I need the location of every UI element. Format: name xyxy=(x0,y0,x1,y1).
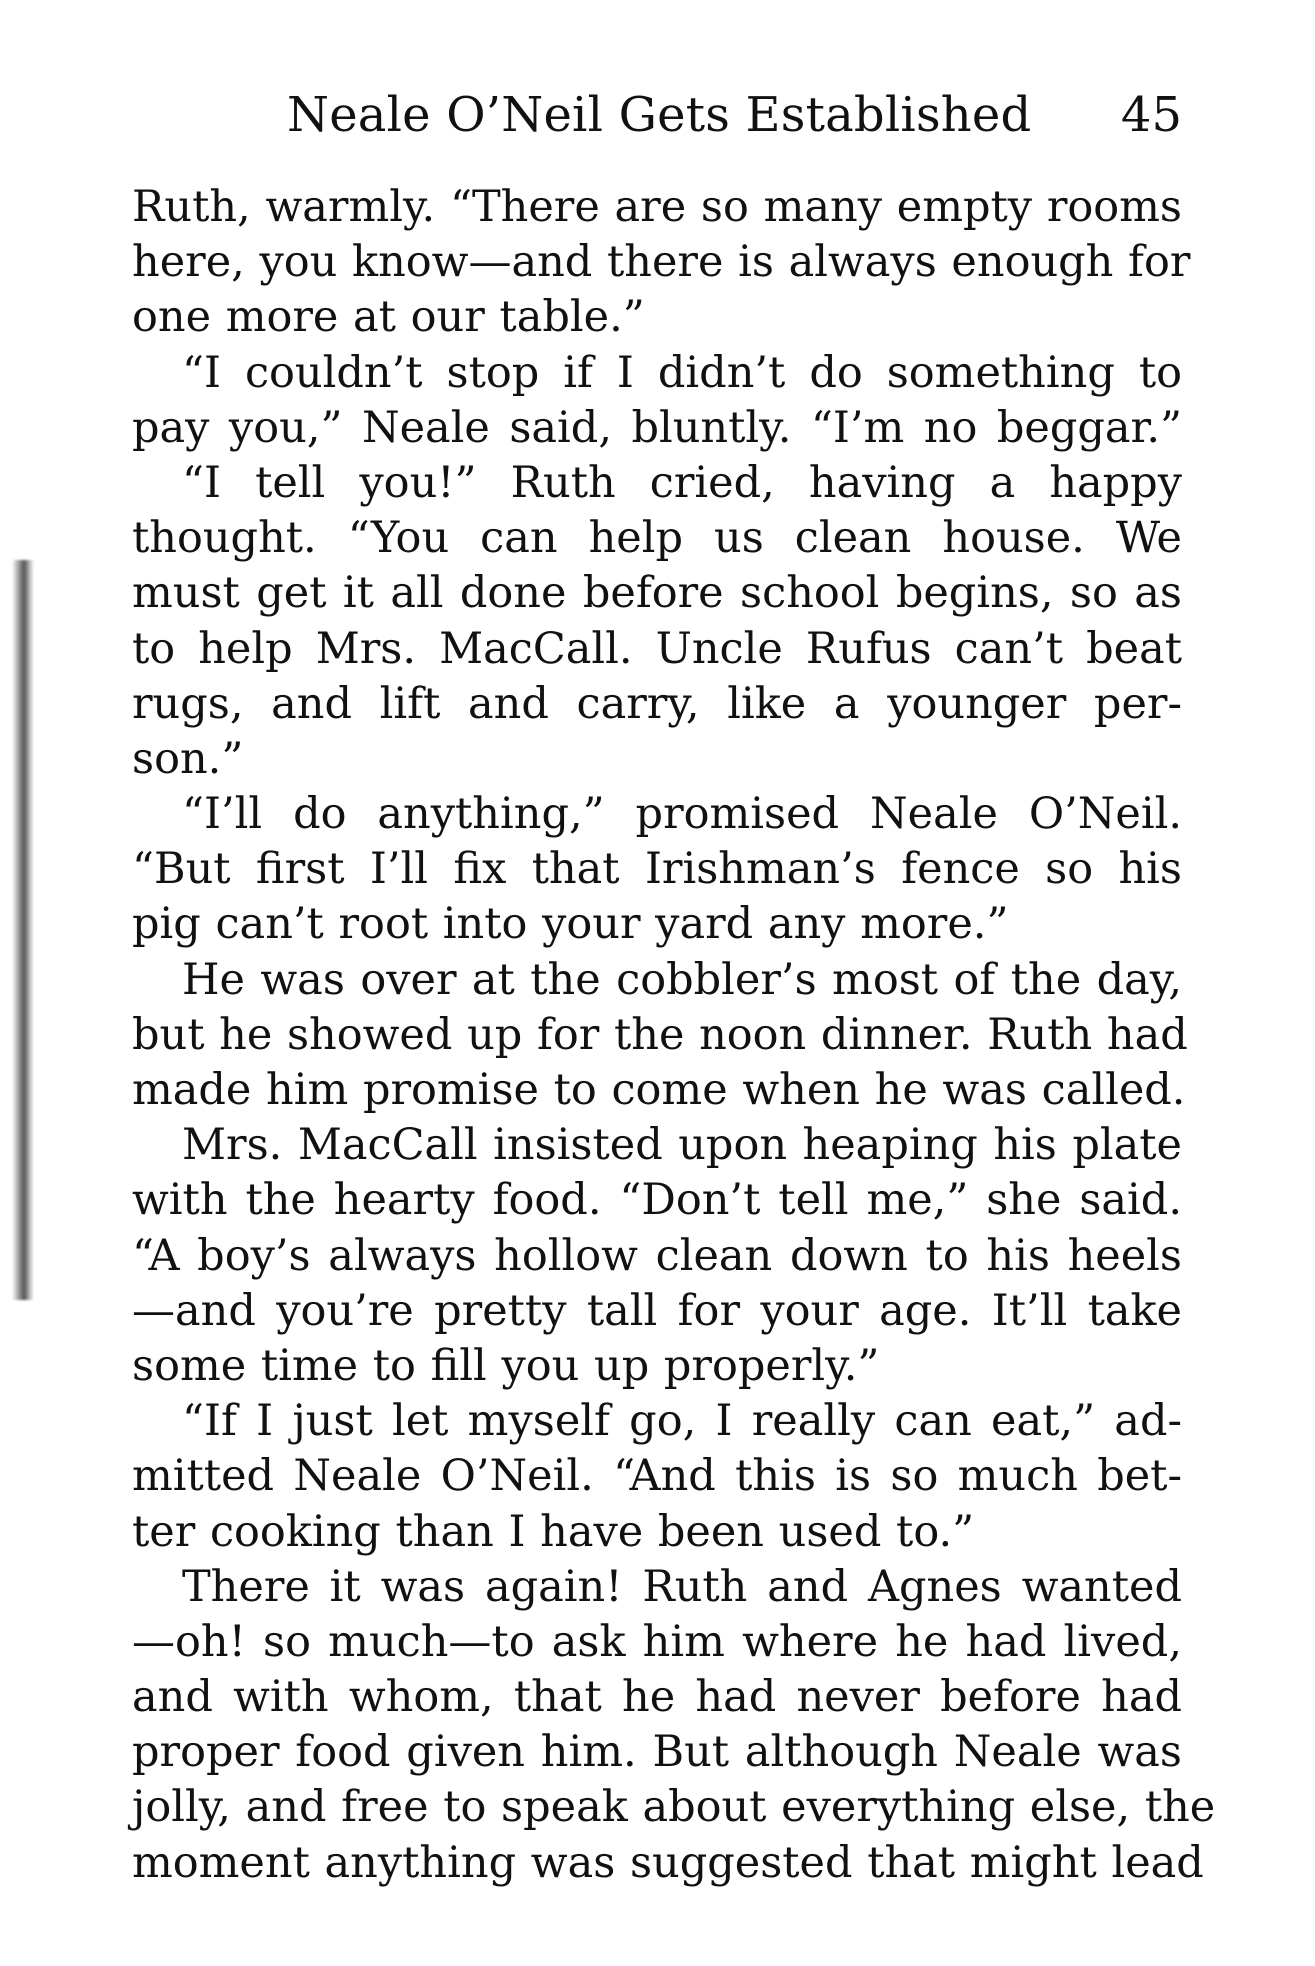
text-line: He was over at the cobbler’s most of the day, xyxy=(182,954,1182,1005)
text-line: pay you,” Neale said, bluntly. “I’m no beggar.” xyxy=(132,402,1182,453)
text-line: but he showed up for the noon dinner. Ruth had xyxy=(132,1009,1188,1060)
page-number: 45 xyxy=(1120,87,1182,143)
text-line: thought. “You can help us clean house. We xyxy=(132,513,1182,564)
text-line: jolly, and free to speak about everything else, the xyxy=(132,1782,1216,1833)
text-line: “I’ll do anything,” promised Neale O’Neil. xyxy=(182,789,1182,840)
text-line: here, you know—and there is always enough for xyxy=(132,237,1191,288)
text-line: made him promise to come when he was called. xyxy=(132,1065,1186,1115)
text-line: one more at our table.” xyxy=(132,292,645,343)
text-line: Mrs. MacCall insisted upon heaping his plate xyxy=(182,1120,1182,1171)
text-line: pig can’t root into your yard any more.” xyxy=(132,899,1009,950)
text-line: with the hearty food. “Don’t tell me,” she said. xyxy=(132,1175,1182,1226)
text-line: mitted Neale O’Neil. “And this is so much bet- xyxy=(132,1451,1182,1502)
text-line: “I couldn’t stop if I didn’t do something to xyxy=(182,347,1182,398)
text-line: “I tell you!” Ruth cried, having a happy xyxy=(182,457,1182,508)
text-line: —oh! so much—to ask him where he had lived, xyxy=(132,1616,1182,1667)
text-line: Ruth, warmly. “There are so many empty rooms xyxy=(132,182,1182,232)
text-line: “A boy’s always hollow clean down to his heels xyxy=(132,1230,1182,1281)
text-line: “But first I’ll fix that Irishman’s fence so his xyxy=(132,844,1182,895)
text-line: must get it all done before school begins, so as xyxy=(132,568,1182,619)
body-text xyxy=(132,180,1216,1891)
text-line: son.” xyxy=(132,733,244,784)
text-line: to help Mrs. MacCall. Uncle Rufus can’t beat xyxy=(132,623,1182,674)
text-line: There it was again! Ruth and Agnes wanted xyxy=(182,1561,1182,1612)
running-head: Neale O’Neil Gets Established xyxy=(287,87,1032,143)
text-line: “If I just let myself go, I really can eat,” ad- xyxy=(182,1396,1182,1447)
text-line: some time to fill you up properly.” xyxy=(132,1340,880,1391)
binding-shadow xyxy=(12,560,34,1300)
text-line: rugs, and lift and carry, like a younger per- xyxy=(132,678,1182,729)
text-line: proper food given him. But although Neale was xyxy=(132,1727,1182,1778)
text-line: —and you’re pretty tall for your age. It’ll take xyxy=(132,1285,1182,1336)
page-header xyxy=(132,80,1182,150)
text-line: ter cooking than I have been used to.” xyxy=(132,1506,975,1557)
text-line: moment anything was suggested that might lead xyxy=(132,1837,1204,1888)
text-line: and with whom, that he had never before had xyxy=(132,1672,1182,1723)
